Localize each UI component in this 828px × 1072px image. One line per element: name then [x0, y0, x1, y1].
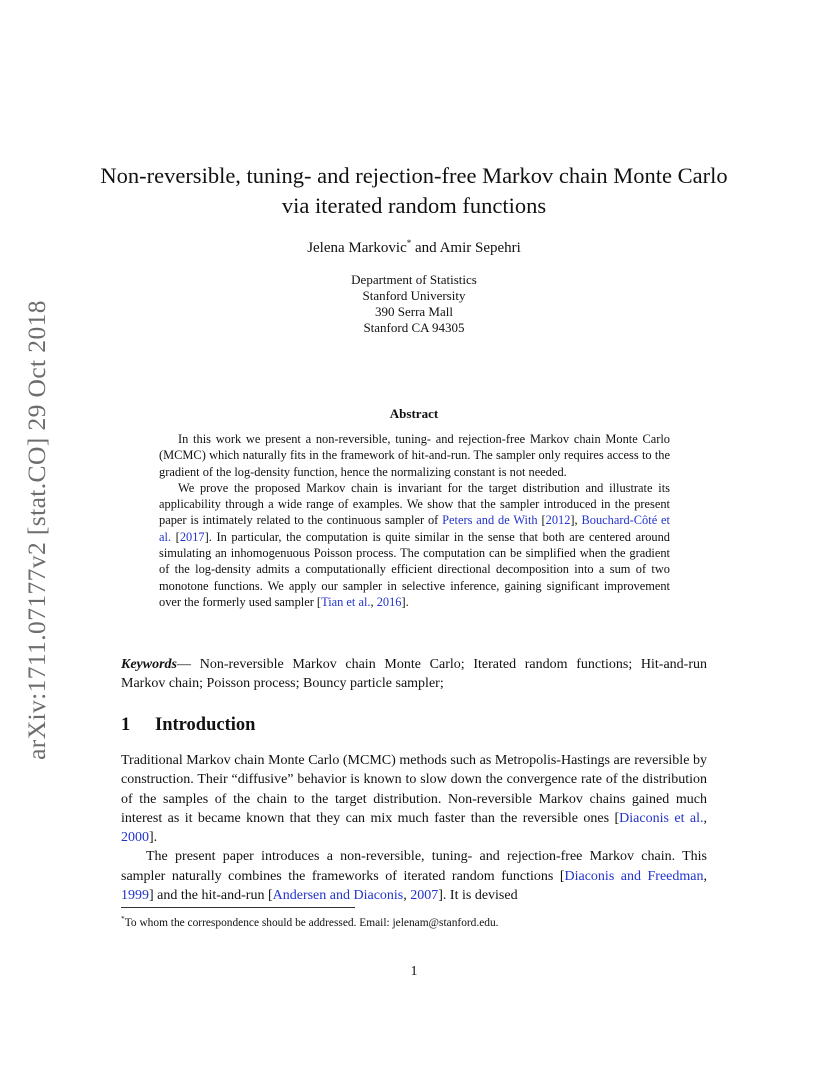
affiliation-line: Stanford CA 94305 [363, 320, 465, 335]
section-title: Introduction [155, 715, 256, 735]
abstract-text: [ [171, 529, 180, 544]
citation-link[interactable]: 1999 [121, 888, 149, 904]
author-name: Jelena Markovic [307, 240, 407, 256]
keywords-label: Keywords [121, 657, 177, 672]
abstract-body [159, 431, 670, 610]
citation-link[interactable]: 2016 [376, 594, 402, 609]
citation-link[interactable]: 2017 [179, 529, 205, 544]
body-text: , [703, 868, 707, 884]
abstract-text: ]. In particular, the computation is quite similar in the sense that both are centered around simulating an inhomogenuous Poisson process. The computation can be simplified when the gradient of the log-density admits a computationally efficient directional decomposition into a sum of two monotone functions. We apply our sampler in selective inference, gaining significant improvement over the formerly used sampler [ [159, 529, 670, 609]
section-number: 1 [121, 715, 131, 735]
footnote [121, 912, 499, 930]
author-name: Amir Sepehri [439, 240, 521, 256]
body-text: ]. It is devised [438, 888, 518, 904]
citation-link[interactable]: 2012 [545, 513, 571, 528]
citation-link[interactable]: Diaconis et al. [619, 810, 704, 826]
footnote-marker: * [121, 914, 125, 923]
abstract-paragraph: In this work we present a non-reversible, tuning- and rejection-free Markov chain Monte Carlo (MCMC) which naturally fits in the framework of hit-and-run. The sampler only requires access to the gradient of the log-density function, hence the normalizing constant is not needed. [159, 432, 670, 479]
body-text: , [703, 810, 707, 826]
citation-link[interactable]: 2000 [121, 830, 149, 846]
keywords [121, 655, 707, 693]
page-number: 1 [410, 964, 418, 979]
citation-link[interactable]: Bouchard-Côté et al. [159, 513, 670, 544]
abstract-text: , [370, 594, 377, 609]
abstract-text: [ [537, 513, 546, 528]
footnote-marker: * [406, 238, 412, 248]
body-text: ]. [149, 830, 158, 846]
body-paragraph [121, 847, 707, 905]
citation-link[interactable]: Diaconis and Freedman [564, 868, 704, 884]
citation-link[interactable]: Peters and de With [442, 513, 538, 528]
affiliation [0, 272, 828, 336]
author-line [0, 238, 828, 257]
body-text: Traditional Markov chain Monte Carlo (MCMC) methods such as Metropolis-Hastings are reversible by construction. Their “diffusive” behavior is known to slow down the convergence rate of the distribution of the samples of the chain to the target distribution. Non-reversible Markov chains gained much interest as it became known that they can mix much faster than the reversible ones [ [121, 753, 707, 826]
abstract-text: We prove the proposed Markov chain is invariant for the target distribution and illustrate its applicability through a wide range of examples. We show that the sampler introduced in the present paper is intimately related to the continuous sampler of [159, 480, 670, 528]
abstract-text: ], [570, 513, 582, 528]
keywords-text: Non-reversible Markov chain Monte Carlo; Iterated random functions; Hit-and-run Markov chain; Poisson process; Bouncy particle sampler; [121, 657, 708, 691]
body-text: ] and the hit-and-run [ [149, 888, 273, 904]
abstract-text: ]. [401, 594, 409, 609]
affiliation-line: Department of Statistics [351, 272, 477, 287]
author-conjunction: and [411, 240, 440, 256]
arxiv-side-label [22, 285, 52, 775]
body-text: , [403, 888, 411, 904]
citation-link[interactable]: 2007 [410, 888, 439, 904]
citation-link[interactable]: Tian et al. [321, 594, 371, 609]
paper-title: Non-reversible, tuning- and rejection-free Markov chain Monte Carlo via iterated random functions [100, 163, 728, 218]
body-paragraph [121, 751, 707, 847]
citation-link[interactable]: Andersen and Diaconis [272, 888, 404, 904]
arxiv-identifier: arXiv:1711.07177v2 [stat.CO] 29 Oct 2018 [22, 300, 51, 760]
footnote-rule [121, 907, 355, 908]
abstract-heading: Abstract [389, 406, 439, 421]
keywords-dash: — [177, 657, 200, 672]
introduction-body [121, 751, 707, 905]
affiliation-line: Stanford University [362, 288, 466, 303]
section-heading [121, 715, 255, 736]
body-text: The present paper introduces a non-reversible, tuning- and rejection-free Markov chain. This sampler naturally combines the frameworks of iterated random functions [ [121, 849, 707, 884]
footnote-text: To whom the correspondence should be addressed. Email: jelenam@stanford.edu. [124, 916, 499, 929]
abstract-paragraph [159, 480, 670, 610]
affiliation-line: 390 Serra Mall [375, 304, 453, 319]
